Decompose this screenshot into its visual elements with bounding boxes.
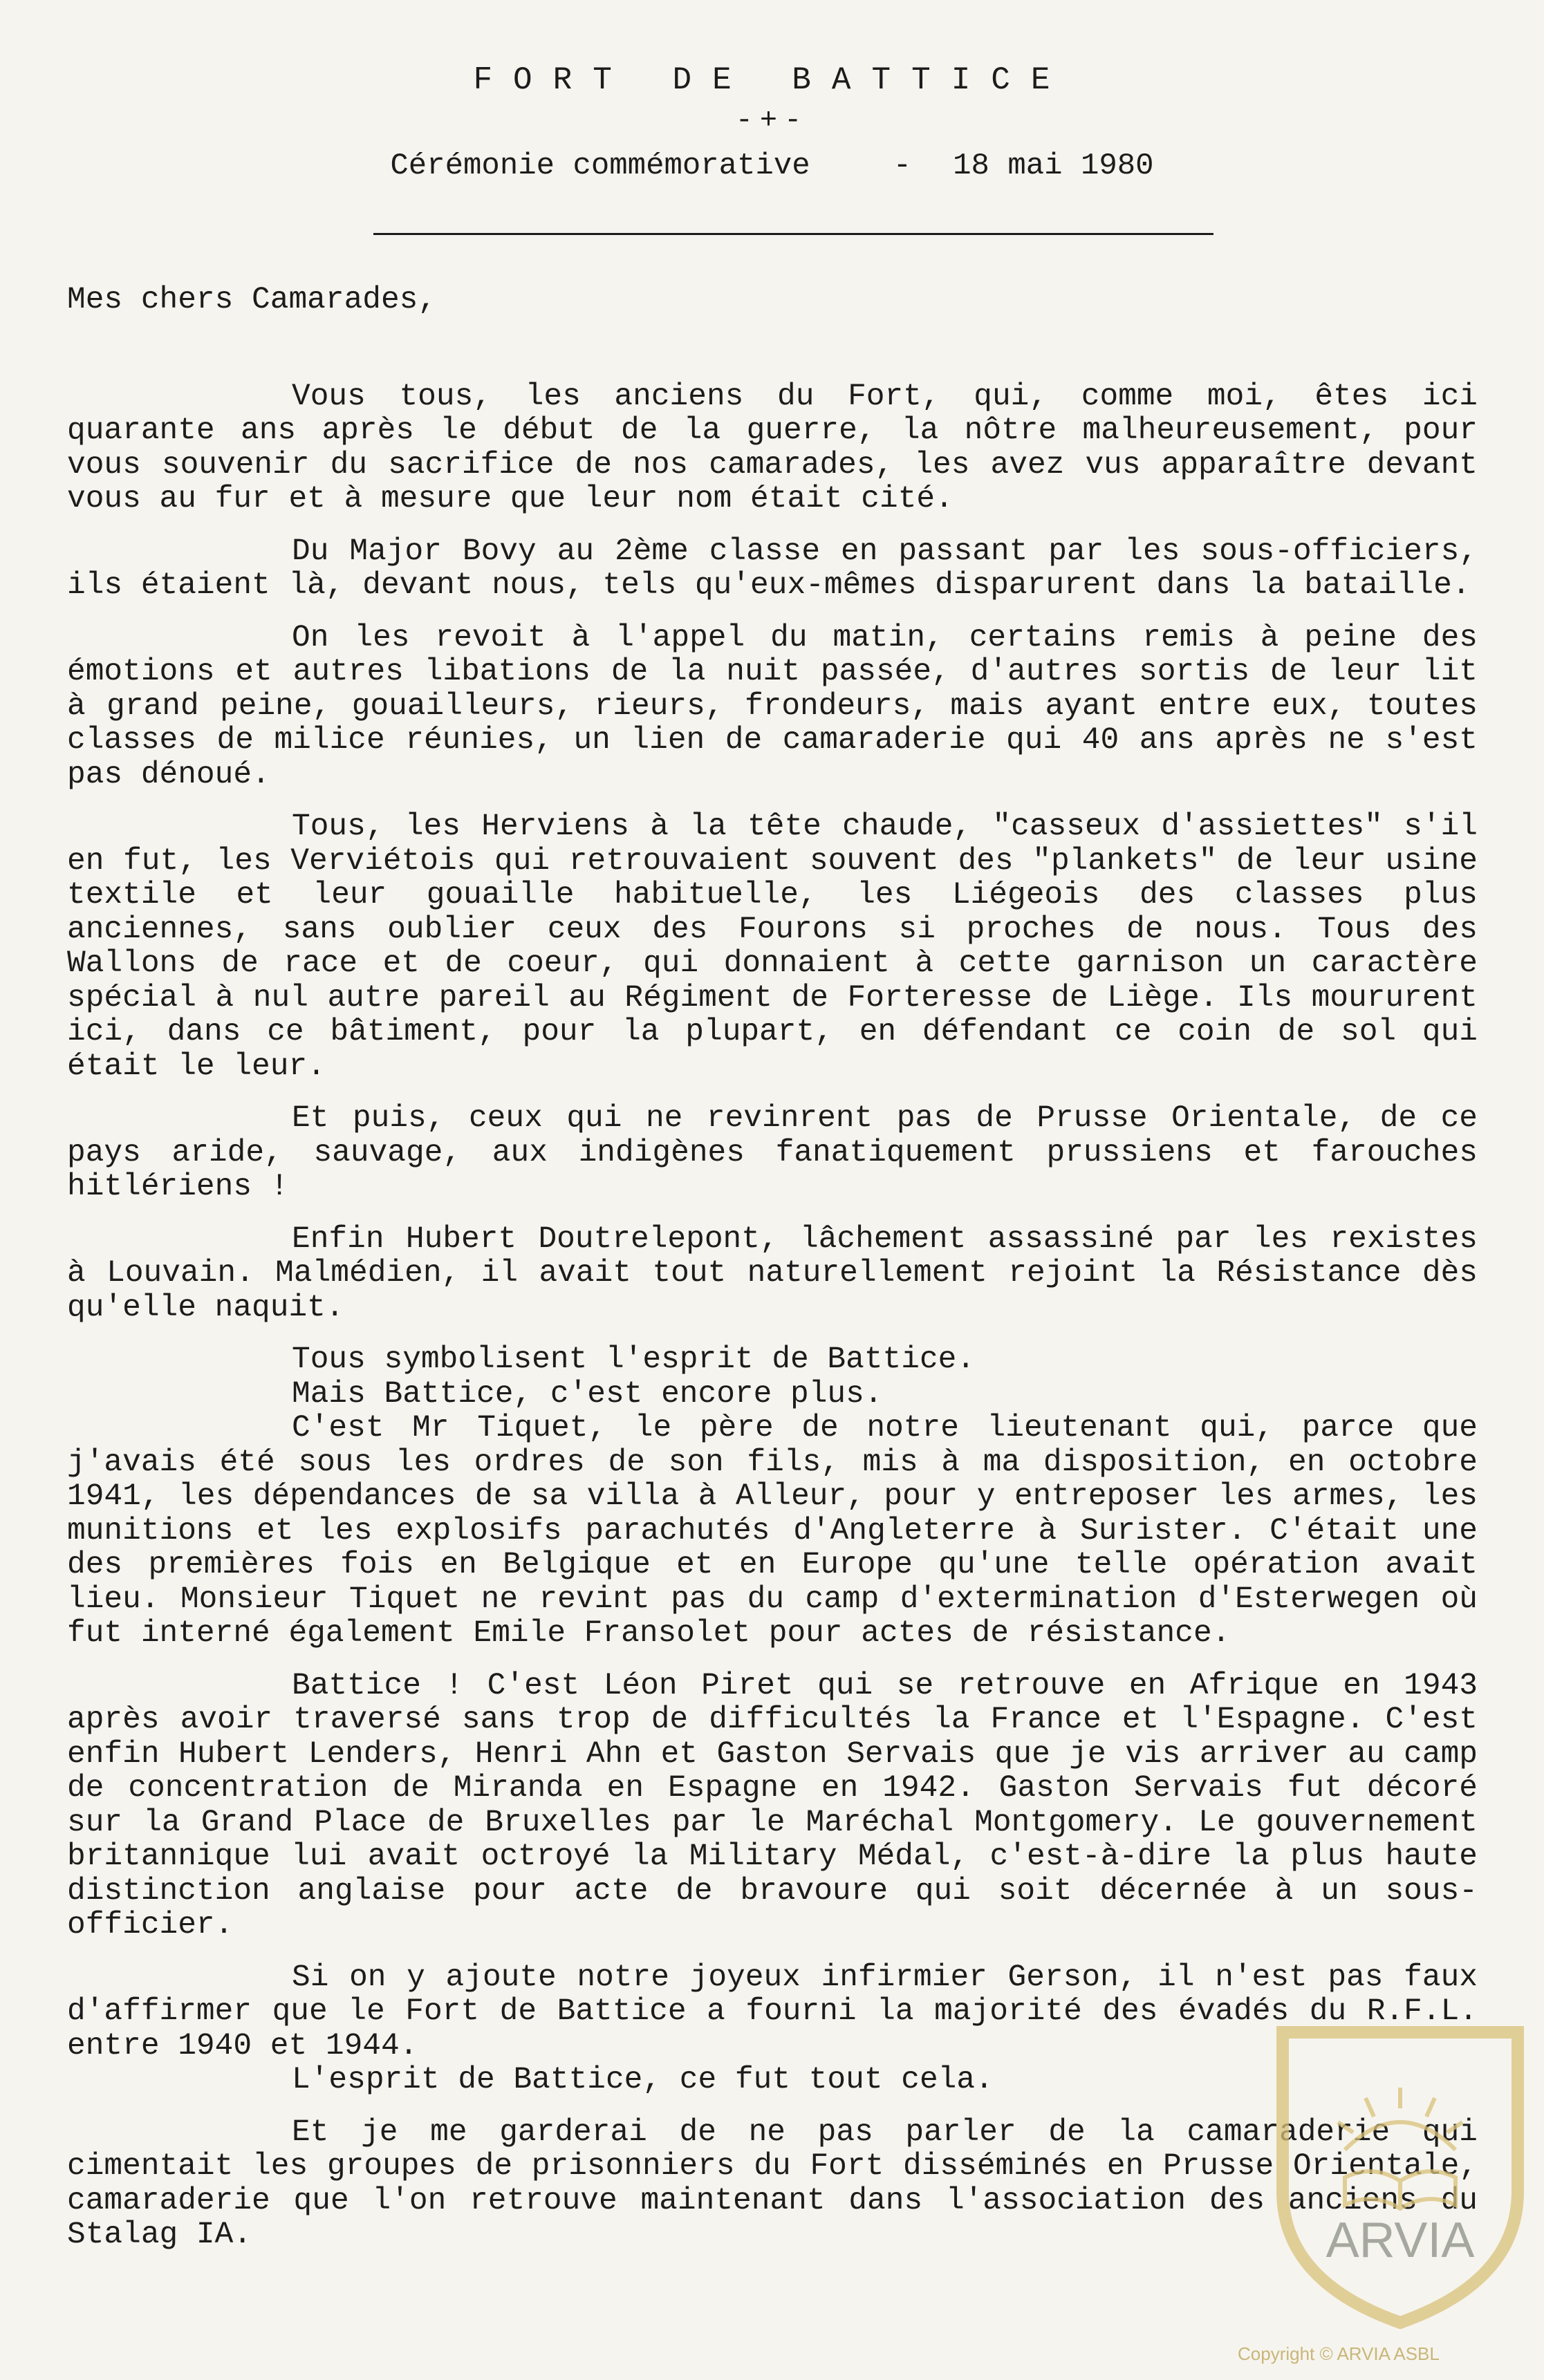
- paragraph: L'esprit de Battice, ce fut tout cela.: [292, 2063, 994, 2097]
- paragraph: Mais Battice, c'est encore plus.: [292, 1376, 883, 1412]
- paragraph: Si on y ajoute notre joyeux infirmier Gerson, il n'est pas faux d'affirmer que le Fort de Battice a fourni la majorité des évadés du R.F.L. entre 1940 et 1944.: [67, 1960, 1478, 2063]
- ceremony-line: [0, 149, 1544, 183]
- paragraph: Et je me garderai de ne pas parler de la camaraderie qui cimentait les groupes de prisonniers du Fort disséminés en Prusse Orientale, camaraderie que l'on retrouve maintenant dans l'association des anciens du Stalag IA.: [67, 2115, 1478, 2252]
- shield-icon: [1283, 2032, 1518, 2323]
- copyright-notice: Copyright © ARVIA ASBL: [1238, 2343, 1440, 2364]
- sunrise-icon: [1338, 2088, 1462, 2150]
- paragraph: Vous tous, les anciens du Fort, qui, comme moi, êtes ici quarante ans après le début de la guerre, la nôtre malheureusement, pour vous souvenir du sacrifice de nos camarades, les avez vus apparaître devant vous au fur et à mesure que leur nom était cité.: [67, 379, 1478, 516]
- book-icon: [1345, 2171, 1455, 2209]
- paragraph: Enfin Hubert Doutrelepont, lâchement assassiné par les rexistes à Louvain. Malmédien, il avait tout naturellement rejoint la Résistance dès qu'elle naquit.: [67, 1221, 1478, 1325]
- paragraph: C'est Mr Tiquet, le père de notre lieutenant qui, parce que j'avais été sous les ordres de son fils, mis à ma disposition, en octobre 1941, les dépendances de sa villa à Alleur, pour y entreposer les armes, les munitions et les explosifs parachutés d'Angleterre à Surister. C'était une des premières fois en Belgique et en Europe qu'une telle opération avait lieu. Monsieur Tiquet ne revint pas du camp d'extermination d'Esterwegen où fut interné également Emile Fransolet pour actes de résistance.: [67, 1411, 1478, 1651]
- paragraph: On les revoit à l'appel du matin, certains remis à peine des émotions et autres libations de la nuit passée, d'autres sortis de leur lit à grand peine, gouailleurs, rieurs, frondeurs, mais ayant entre eux, toutes classes de milice réunies, un lien de camaraderie qui 40 ans après ne s'est pas dénoué.: [67, 620, 1478, 792]
- paragraph: Tous, les Herviens à la tête chaude, "casseux d'assiettes" s'il en fut, les Verviétois qui retrouvaient souvent des "plankets" de leur usine textile et leur gouaille habituelle, les Liégeois des classes plus anciennes, sans oublier ceux des Fourons si proches de nous. Tous des Wallons de race et de coeur, qui donnaient à cette garnison un caractère spécial à nul autre pareil au Régiment de Forteresse de Liège. Ils moururent ici, dans ce bâtiment, pour la plupart, en défendant ce coin de sol qui était le leur.: [67, 809, 1478, 1084]
- document-title: FORT DE BATTICE: [473, 62, 1071, 98]
- paragraph: Tous symbolisent l'esprit de Battice.: [292, 1342, 976, 1377]
- logo-text: ARVIA: [1326, 2213, 1475, 2268]
- paragraph: Et puis, ceux qui ne revinrent pas de Prusse Orientale, de ce pays aride, sauvage, aux indigènes fanatiquement prussiens et farouches hitlériens !: [67, 1101, 1478, 1204]
- arvia-logo: [1269, 2018, 1532, 2330]
- ceremony-date: 18 mai 1980: [953, 149, 1154, 183]
- title-ornament: -+-: [735, 104, 809, 137]
- ceremony-dash: -: [893, 149, 912, 183]
- paragraph: Du Major Bovy au 2ème classe en passant par les sous-officiers, ils étaient là, devant nous, tels qu'eux-mêmes disparurent dans la bataille.: [67, 534, 1478, 603]
- salutation: Mes chers Camarades,: [67, 283, 437, 317]
- letter-body: [67, 283, 1478, 2253]
- header-rule: [373, 233, 1213, 235]
- paragraph: Battice ! C'est Léon Piret qui se retrouve en Afrique en 1943 après avoir traversé sans trop de difficultés la France et l'Espagne. C'est enfin Hubert Lenders, Henri Ahn et Gaston Servais que je vis arriver au camp de concentration de Miranda en Espagne en 1942. Gaston Servais fut décoré sur la Grand Place de Bruxelles par le Maréchal Montgomery. Le gouvernement britannique lui avait octroyé la Military Médal, c'est-à-dire la plus haute distinction anglaise pour acte de bravoure qui soit décernée à un sous-officier.: [67, 1668, 1478, 1942]
- ceremony-label: Cérémonie commémorative: [390, 149, 810, 183]
